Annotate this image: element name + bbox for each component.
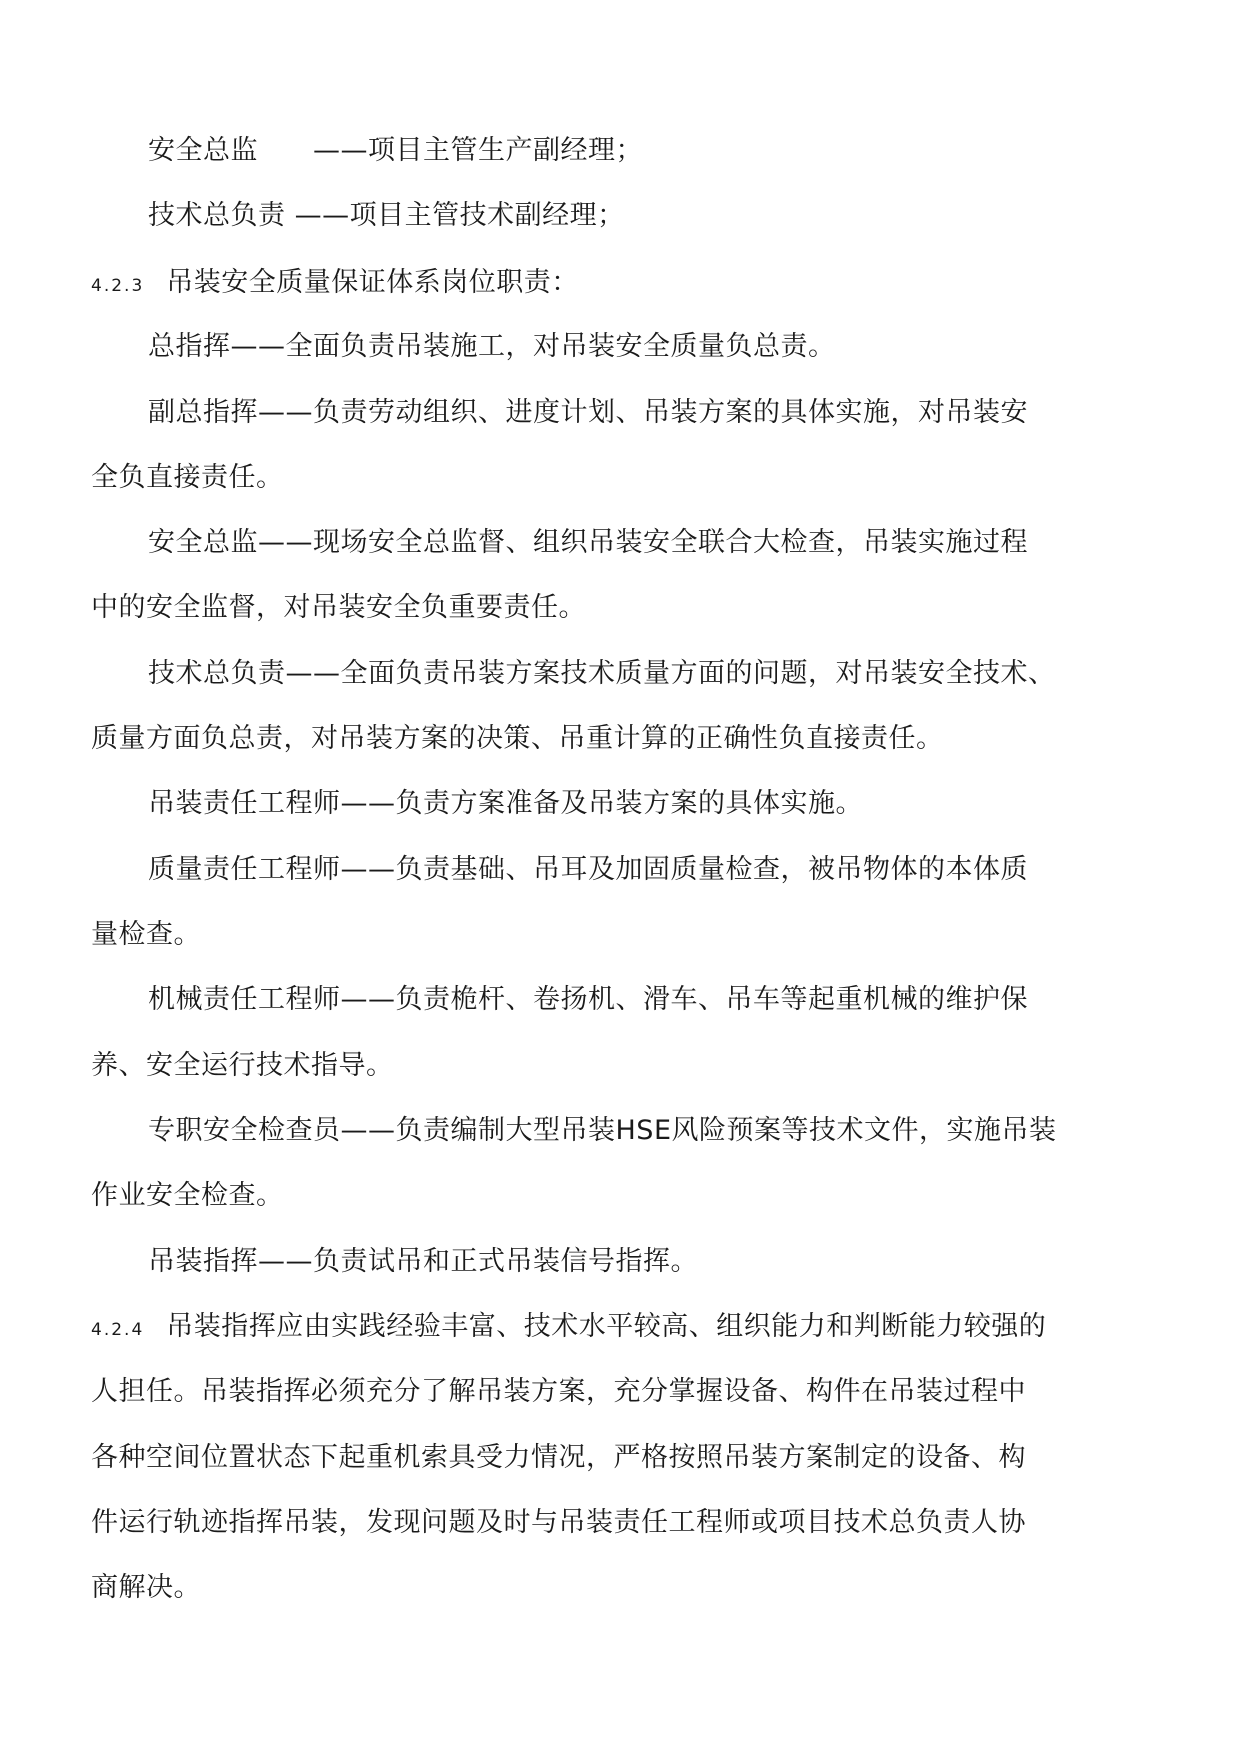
text-line: 作业安全检查。 [91,1180,284,1211]
text-line: 吊装指挥——负责试吊和正式吊装信号指挥。 [148,1246,698,1277]
text-line: 各种空间位置状态下起重机索具受力情况，严格按照吊装方案制定的设备、构 [91,1442,1026,1473]
text-line: 安全总监——现场安全总监督、组织吊装安全联合大检查，吊装实施过程 [148,527,1028,558]
section-heading [91,1307,1046,1347]
section-heading [91,263,579,303]
section-title: 吊装安全质量保证体系岗位职责： [166,267,579,298]
text-line: 安全总监 ——项目主管生产副经理； [148,135,643,166]
text-line: 副总指挥——负责劳动组织、进度计划、吊装方案的具体实施，对吊装安 [148,397,1028,428]
text-line: 全负直接责任。 [91,462,284,493]
text-line: 总指挥——全面负责吊装施工，对吊装安全质量负总责。 [148,331,836,362]
text-line: 机械责任工程师——负责桅杆、卷扬机、滑车、吊车等起重机械的维护保 [148,984,1028,1015]
text-line: 质量责任工程师——负责基础、吊耳及加固质量检查，被吊物体的本体质 [148,854,1028,885]
text-line: 养、安全运行技术指导。 [91,1050,394,1081]
text-line: 专职安全检查员——负责编制大型吊装HSE风险预案等技术文件，实施吊装 [148,1115,1057,1146]
section-number: 4.2.4 [91,1320,145,1340]
text-line: 质量方面负总责，对吊装方案的决策、吊重计算的正确性负直接责任。 [91,723,944,754]
text-line: 人担任。吊装指挥必须充分了解吊装方案，充分掌握设备、构件在吊装过程中 [91,1376,1026,1407]
text-line: 件运行轨迹指挥吊装，发现问题及时与吊装责任工程师或项目技术总负责人协 [91,1507,1026,1538]
text-line: 商解决。 [91,1572,201,1603]
text-line: 中的安全监督，对吊装安全负重要责任。 [91,592,586,623]
section-text: 吊装指挥应由实践经验丰富、技术水平较高、组织能力和判断能力较强的 [166,1311,1047,1342]
section-number: 4.2.3 [91,276,145,296]
text-line: 吊装责任工程师——负责方案准备及吊装方案的具体实施。 [148,788,863,819]
text-line: 技术总负责——全面负责吊装方案技术质量方面的问题，对吊装安全技术、 [148,658,1056,689]
text-line: 技术总负责 ——项目主管技术副经理； [148,200,625,231]
text-line: 量检查。 [91,919,201,950]
